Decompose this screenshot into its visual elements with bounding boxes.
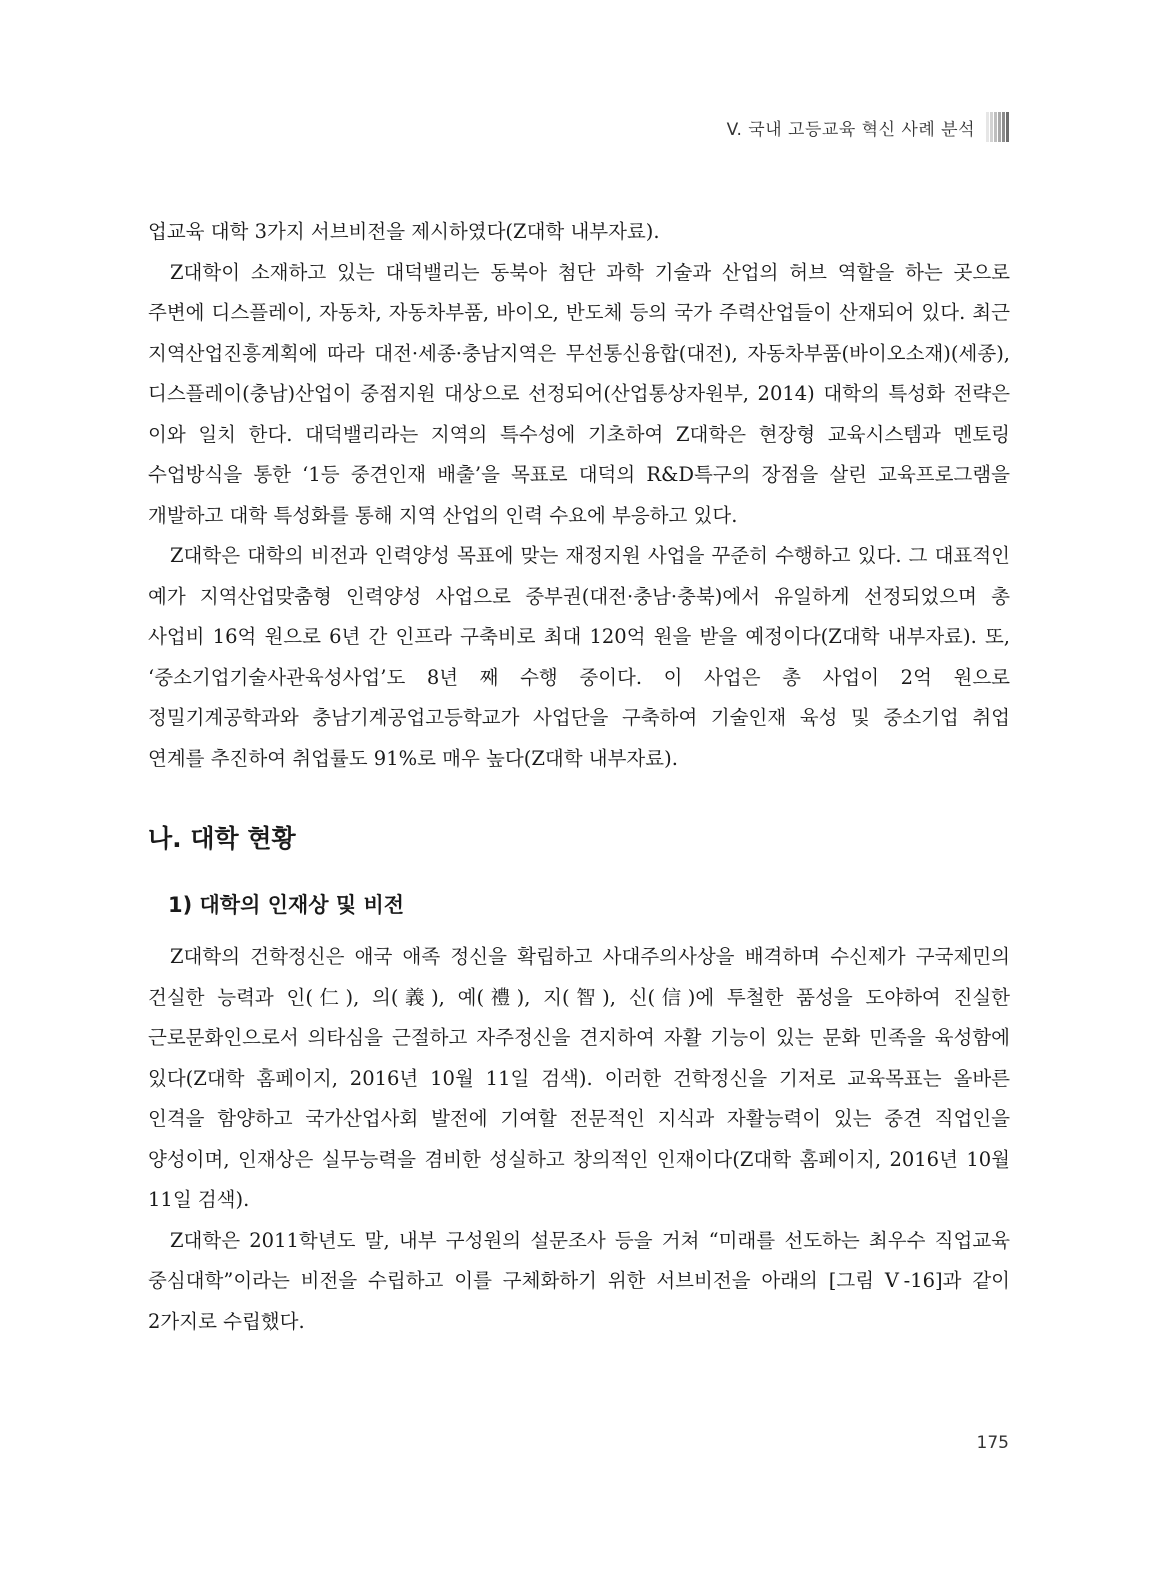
subsection-heading: 1) 대학의 인재상 및 비전 [168, 893, 405, 917]
paragraph-vision: Z대학은 2011학년도 말, 내부 구성원의 설문조사 등을 거쳐 “미래를 선도하는 최우수 직업교육 중심대학”이라는 비전을 수립하고 이를 구체화하기 위한 서브비전을 아래의 [그림 Ⅴ-16]과 같이 2가지로 수립했다. [148, 1228, 1010, 1333]
paragraph-daedeok-valley: Z대학이 소재하고 있는 대덕밸리는 동북아 첨단 과학 기술과 산업의 허브 역할을 하는 곳으로 주변에 디스플레이, 자동차, 자동차부품, 바이오, 반도체 등의 국가 주력산업들이 산재되어 있다. 최근 지역산업진흥계획에 따라 대전·세종·충남지역은 무선통신융합(대전), 자동차부품(바이오소재)(세종), 디스플레이(충남)산업이 중점지원 대상으로 선정되어(산업통상자원부, 2014) 대학의 특성화 전략은 이와 일치 한다. 대덕밸리라는 지역의 특수성에 기초하여 Z대학은 현장형 교육시스템과 멘토링 수업방식을 통한 ‘1등 중견인재 배출’을 목표로 대덕의 R&D특구의 장점을 살린 교육프로그램을 개발하고 대학 특성화를 통해 지역 산업의 인력 수요에 부응하고 있다. [148, 260, 1010, 527]
header-bar [990, 112, 993, 142]
paragraph-founding-spirit: Z대학의 건학정신은 애국 애족 정신을 확립하고 사대주의사상을 배격하며 수신제가 구국제민의 건실한 능력과 인(仁), 의(義), 예(禮), 지(智), 신(信)에 투철한 품성을 도야하여 진실한 근로문화인으로서 의타심을 근절하고 자주정신을 견지하여 자활 기능이 있는 문화 민족을 육성함에 있다(Z대학 홈페이지, 2016년 10월 11일 검색). 이러한 건학정신을 기저로 교육목표는 올바른 인격을 함양하고 국가산업사회 발전에 기여할 전문적인 지식과 자활능력이 있는 중견 직업인을 양성이며, 인재상은 실무능력을 겸비한 성실하고 창의적인 인재이다(Z대학 홈페이지, 2016년 10월 11일 검색). [148, 945, 1010, 1211]
header-bar [998, 112, 1001, 142]
header-bar [986, 112, 989, 142]
header-bar [994, 112, 997, 142]
header-decoration-bars [985, 112, 1009, 142]
page-body [148, 212, 1010, 1342]
paragraph-funding-projects: Z대학은 대학의 비전과 인력양성 목표에 맞는 재정지원 사업을 꾸준히 수행하고 있다. 그 대표적인 예가 지역산업맞춤형 인력양성 사업으로 중부권(대전·충남·충북)에서 유일하게 선정되었으며 총 사업비 16억 원으로 6년 간 인프라 구축비로 최대 120억 원을 받을 예정이다(Z대학 내부자료). 또, ‘중소기업기술사관육성사업’도 8년 째 수행 중이다. 이 사업은 총 사업이 2억 원으로 정밀기계공학과와 충남기계공업고등학교가 사업단을 구축하여 기술인재 육성 및 중소기업 취업 연계를 추진하여 취업률도 91%로 매우 높다(Z대학 내부자료). [148, 544, 1010, 770]
page-number: 175 [976, 1433, 1009, 1453]
section-heading: 나. 대학 현황 [148, 824, 296, 853]
running-header-title: V. 국내 고등교육 혁신 사례 분석 [726, 119, 975, 140]
header-bar [1002, 112, 1005, 142]
header-bar [1006, 112, 1009, 142]
running-header [727, 112, 1009, 142]
paragraph-continuation: 업교육 대학 3가지 서브비전을 제시하였다(Z대학 내부자료). [148, 220, 660, 243]
